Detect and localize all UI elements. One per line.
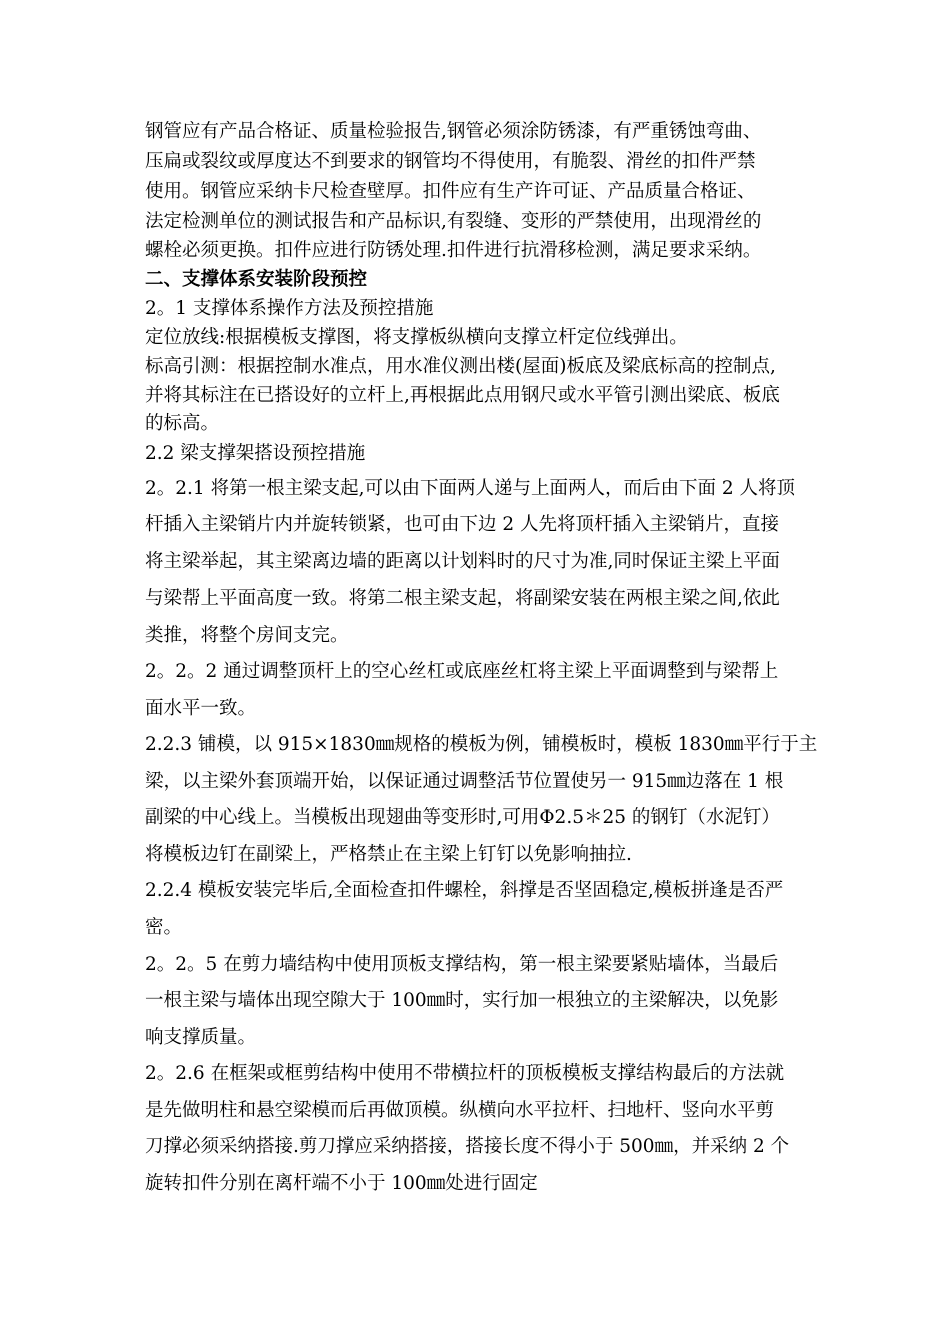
text-line: 2。2。5 在剪力墙结构中使用顶板支撑结构，第一根主梁要紧贴墙体，当最后 [145, 954, 779, 975]
text-line: 刀撑必须采纳搭接.剪刀撑应采纳搭接，搭接长度不得小于 500㎜，并采纳 2 个 [145, 1136, 790, 1157]
text-line: 梁，以主梁外套顶端开始，以保证通过调整活节位置使另一 915㎜边落在 1 根 [145, 771, 784, 792]
text-line: 2.2.3 铺模，以 915×1830㎜规格的模板为例，铺模板时，模板 1830㎜平行于主 [145, 734, 818, 755]
text-line: 密。 [145, 917, 183, 938]
text-line: 的标高。 [145, 413, 220, 434]
text-line: 标高引测：根据控制水准点，用水准仪测出楼(屋面)板底及梁底标高的控制点, [145, 356, 776, 377]
text-line: 旋转扣件分别在离杆端不小于 100㎜处进行固定 [145, 1173, 538, 1194]
text-line: 是先做明柱和悬空梁模而后再做顶模。纵横向水平拉杆、扫地杆、竖向水平剪 [145, 1100, 775, 1121]
text-line: 响支撑质量。 [145, 1027, 257, 1048]
text-line: 类推，将整个房间支完。 [145, 625, 349, 646]
text-line: 螺栓必须更换。扣件应进行防锈处理.扣件进行抗滑移检测，满足要求采纳。 [145, 240, 762, 261]
text-line: 2。2。2 通过调整顶杆上的空心丝杠或底座丝杠将主梁上平面调整到与梁帮上 [145, 661, 779, 682]
text-line: 钢管应有产品合格证、质量检验报告,钢管必须涂防锈漆，有严重锈蚀弯曲、 [145, 121, 762, 142]
text-line: 压扁或裂纹或厚度达不到要求的钢管均不得使用，有脆裂、滑丝的扣件严禁 [145, 151, 756, 172]
section-heading: 二、支撑体系安装阶段预控 [145, 269, 368, 290]
text-line: 将模板边钉在副梁上，严格禁止在主梁上钉钉以免影响抽拉. [145, 844, 632, 865]
text-line: 定位放线:根据模板支撑图，将支撑板纵横向支撑立杆定位线弹出。 [145, 327, 688, 348]
subsection-heading: 2。1 支撑体系操作方法及预控措施 [145, 298, 434, 319]
text-line: 与梁帮上平面高度一致。将第二根主梁支起，将副梁安装在两根主梁之间,依此 [145, 588, 780, 609]
text-line: 面水平一致。 [145, 698, 257, 719]
text-line: 并将其标注在已搭设好的立杆上,再根据此点用钢尺或水平管引测出梁底、板底 [145, 385, 780, 406]
text-line: 2.2.4 模板安装完毕后,全面检查扣件螺栓，斜撑是否坚固稳定,模板拼逢是否严 [145, 880, 784, 901]
text-line: 将主梁举起，其主梁离边墙的距离以计划料时的尺寸为准,同时保证主梁上平面 [145, 551, 780, 572]
text-line: 法定检测单位的测试报告和产品标识,有裂缝、变形的严禁使用，出现滑丝的 [145, 211, 762, 232]
text-line: 2。2.6 在框架或框剪结构中使用不带横拉杆的顶板模板支撑结构最后的方法就 [145, 1063, 785, 1084]
text-line: 杆插入主梁销片内并旋转锁紧，也可由下边 2 人先将顶杆插入主梁销片，直接 [145, 514, 780, 535]
subsection-heading: 2.2 梁支撑架搭设预控措施 [145, 443, 366, 464]
text-line: 使用。钢管应采纳卡尺检查壁厚。扣件应有生产许可证、产品质量合格证、 [145, 181, 756, 202]
text-line: 副梁的中心线上。当模板出现翅曲等变形时,可用Φ2.5＊25 的钢钉（水泥钉） [145, 807, 780, 828]
text-line: 2。2.1 将第一根主梁支起,可以由下面两人递与上面两人，而后由下面 2 人将顶 [145, 478, 795, 499]
text-line: 一根主梁与墙体出现空隙大于 100㎜时，实行加一根独立的主梁解决，以免影 [145, 990, 779, 1011]
